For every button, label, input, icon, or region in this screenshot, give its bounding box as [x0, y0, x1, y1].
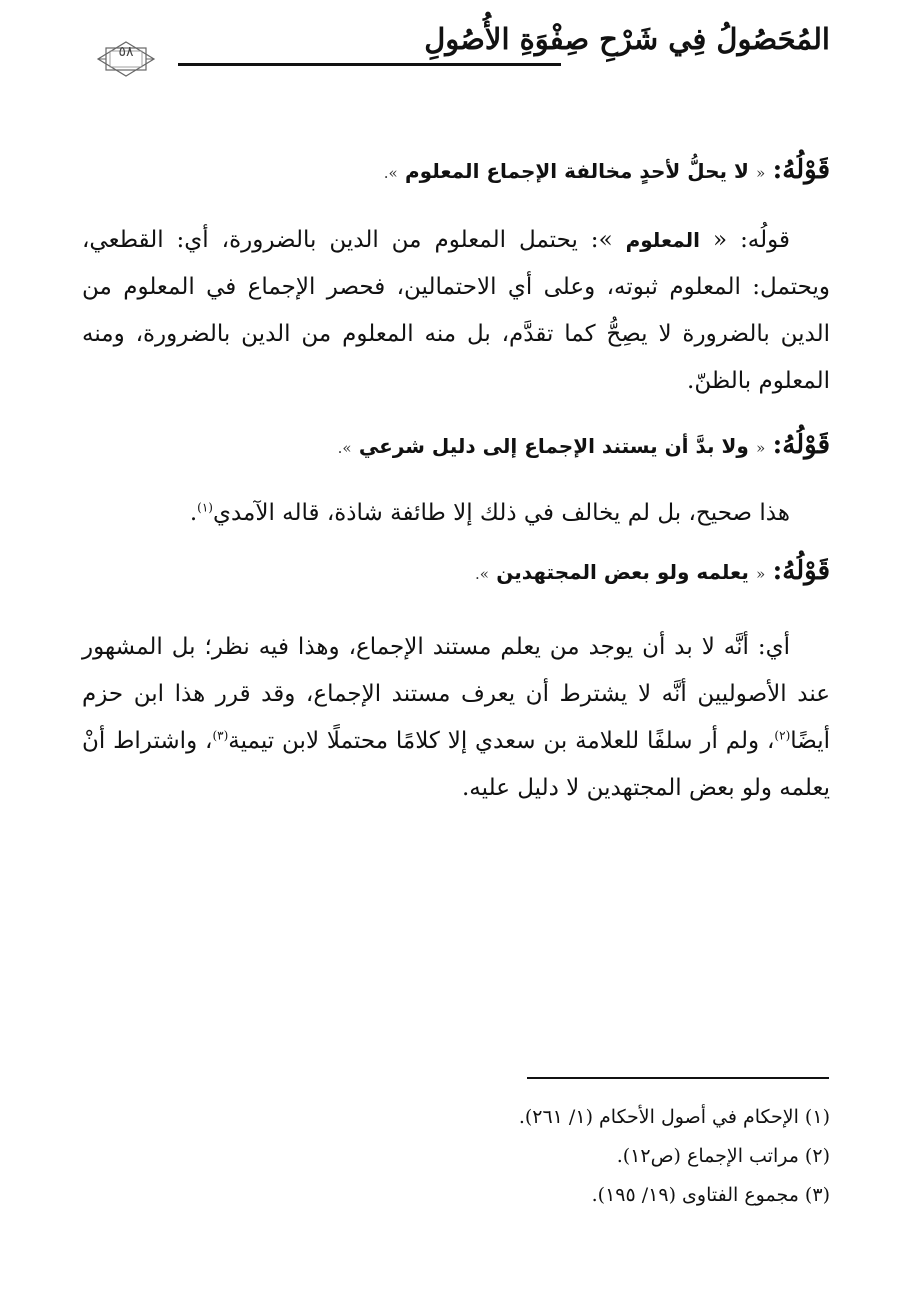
quote-close-mark: »: [598, 227, 613, 253]
quote-heading: [82, 425, 830, 468]
page-header: [0, 0, 910, 100]
paragraph-text: ، ولم أر سلفًا للعلامة بن سعدي إلا كلامًا محتملًا لابن تيمية: [228, 728, 775, 754]
paragraph-end: .: [189, 500, 198, 526]
commentary-paragraph: [82, 490, 830, 537]
paragraph-intro: قولُه:: [740, 227, 791, 253]
footnote-item: (٣) مجموع الفتاوى (١٩/ ١٩٥).: [591, 1184, 830, 1206]
quote-open-mark: «: [756, 164, 766, 182]
quoted-text: لا يحلُّ لأحدٍ مخالفة الإجماع المعلوم: [405, 159, 749, 183]
quote-heading: [82, 150, 830, 193]
footnote-ref[interactable]: (٣): [212, 728, 229, 743]
quote-open-mark: «: [713, 227, 728, 253]
quote-open-mark: «: [756, 565, 766, 583]
header-rule: [178, 63, 561, 66]
paragraph-text: ، واشتراط أنْ يعلمه ولو بعض المجتهدين لا دليل عليه.: [82, 728, 830, 801]
quoted-text: يعلمه ولو بعض المجتهدين: [496, 560, 749, 584]
quote-open-mark: «: [756, 439, 766, 457]
paragraph-text: هذا صحيح، بل لم يخالف في ذلك إلا طائفة شاذة، قاله الآمدي: [212, 500, 790, 526]
quote-close-mark: ».: [383, 164, 398, 182]
quote-close-mark: ».: [475, 565, 489, 583]
footnote-ref[interactable]: (٢): [774, 728, 791, 743]
commentary-paragraph: [82, 217, 830, 405]
heading-label: قَوْلُهُ:: [772, 556, 830, 586]
footnote-ref[interactable]: (١): [197, 500, 213, 515]
quote-close-mark: ».: [337, 439, 352, 457]
footnote-separator: [527, 1077, 829, 1079]
paragraph-text: : يحتمل المعلوم من الدين بالضرورة، أي: القطعي، ويحتمل: المعلوم ثبوته، وعلى أي الاحتمالين، فحصر الإجماع في المعلوم من الدين بالضرورة لا يصِحُّ كما تقدَّم، بل منه المعلوم من الدين بالضرورة، ومنه المعلوم بالظنّ.: [82, 227, 830, 394]
quoted-text: ولا بدَّ أن يستند الإجماع إلى دليل شرعي: [358, 434, 749, 458]
defined-term: المعلوم: [625, 228, 701, 252]
footnotes: [82, 1098, 830, 1215]
book-title: المُحَصُولُ فِي شَرْحِ صِفْوَةِ الأُصُولِ: [424, 22, 830, 56]
paragraph-text: أي: أنَّه لا بد أن يوجد من يعلم مستند الإجماع، وهذا فيه نظر؛ بل المشهور عند الأصوليين أنَّه لا يشترط أن يعرف مستند الإجماع، وقد قرر هذا ابن حزم أيضًا: [82, 634, 830, 754]
commentary-paragraph: [82, 624, 830, 812]
heading-label: قَوْلُهُ:: [772, 430, 830, 460]
quote-heading: [82, 551, 830, 594]
heading-label: قَوْلُهُ:: [772, 155, 830, 185]
page-number: ٥٨: [118, 44, 134, 60]
footnote-item: (٢) مراتب الإجماع (ص١٢).: [616, 1145, 830, 1167]
main-text: [82, 140, 830, 812]
footnote-item: (١) الإحكام في أصول الأحكام (١/ ٢٦١).: [518, 1106, 830, 1128]
